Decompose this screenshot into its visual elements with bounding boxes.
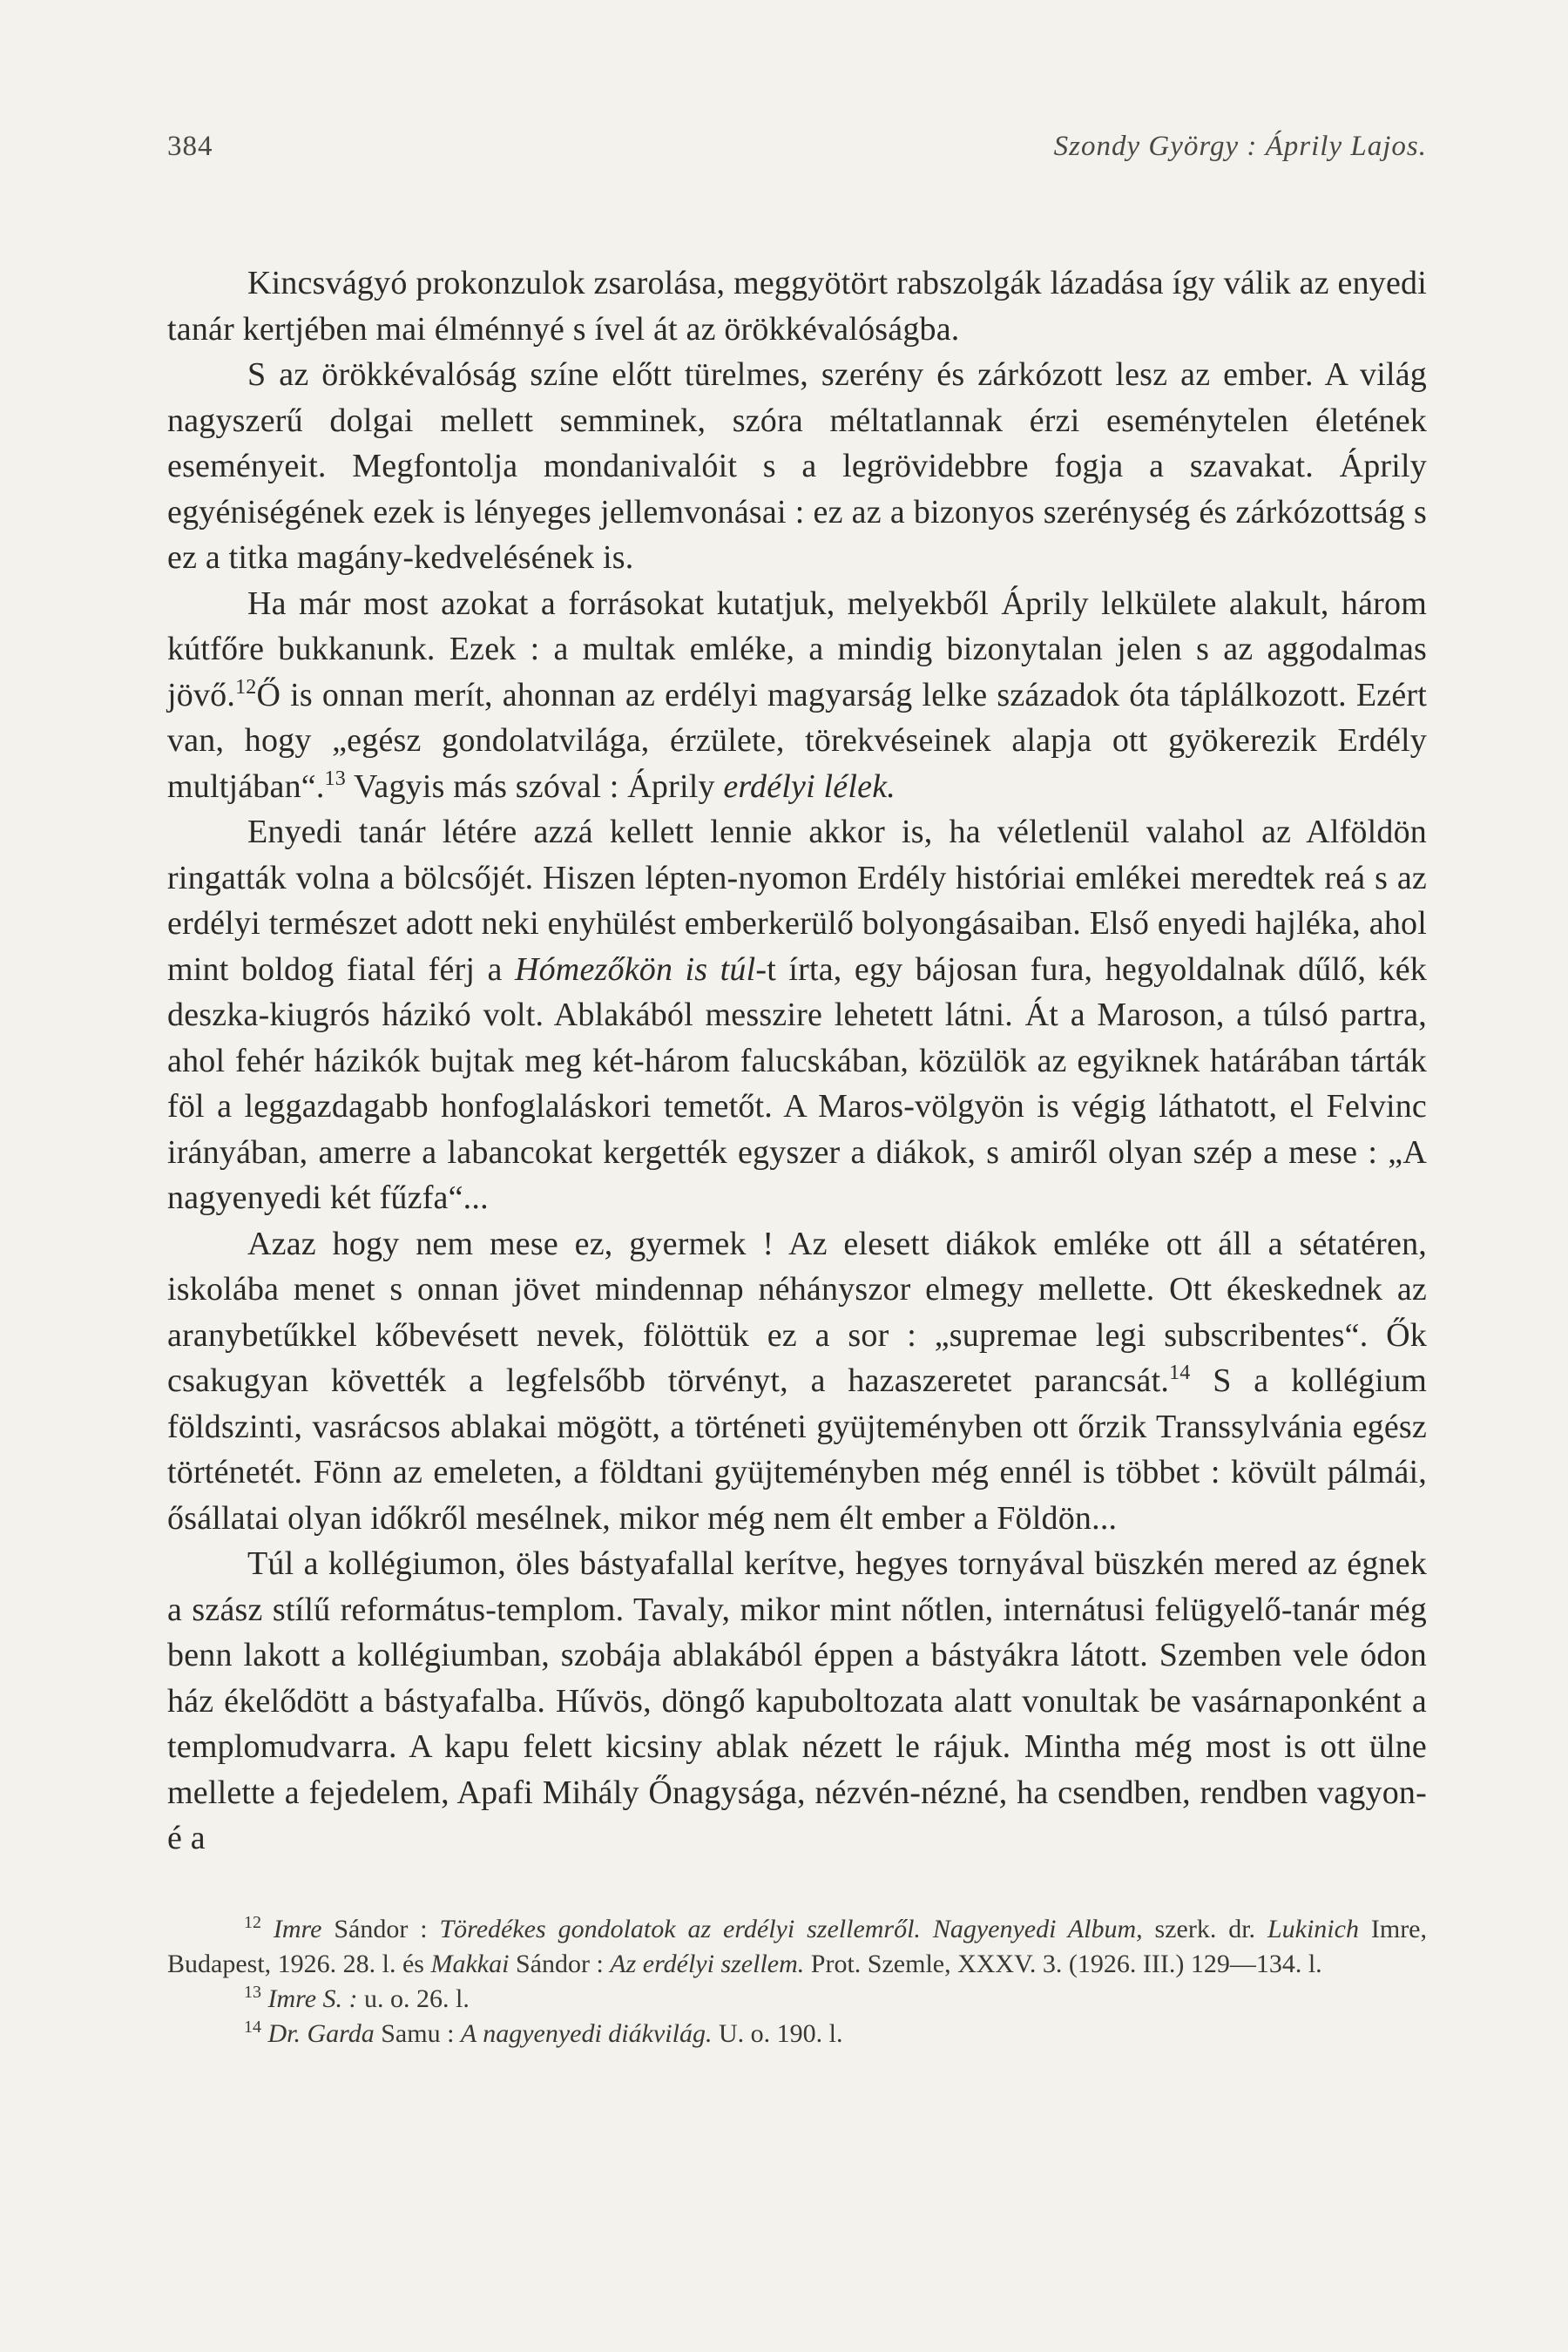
footnote-text: Samu : [374, 2018, 461, 2048]
footnote-ref-12: 12 [235, 675, 257, 699]
footnote-13 [167, 1982, 1427, 2017]
paragraph-5 [167, 1221, 1427, 1542]
footnote-number: 13 [244, 1982, 261, 2002]
body-text [167, 260, 1427, 1862]
page-number: 384 [167, 131, 213, 162]
book-page [167, 131, 1427, 2051]
paragraph-1: Kincsvágyó prokonzulok zsarolása, meggyötört rabszolgák lázadása így válik az enyedi tanár kertjében mai élménnyé s ível át az örökkévalóságba. [167, 265, 1427, 348]
footnote-text: Prot. Szemle, XXXV. 3. (1926. III.) 129—134. l. [804, 1949, 1322, 1978]
paragraph-5-text-b: S a kollégium földszinti, vasrácsos ablakai mögött, a történeti gyüjteményben ott őrzik Transsylvánia egész történetét. Fönn az emeleten, a földtani gyüjteményben még ennél is többet : kövült pálmái, ősállatai olyan időkről mesélnek, mikor még nem élt ember a Földön... [167, 1362, 1427, 1537]
paragraph-2: S az örökkévalóság színe előtt türelmes, szerény és zárkózott lesz az ember. A világ nagyszerű dolgai mellett semminek, szóra méltatlannak érzi eseménytelen életének eseményeit. Megfontolja mondanivalóit s a legrövidebbre fogja a szavakat. Áprily egyéniségének ezek is lényeges jellemvonásai : ez az a bizonyos szerénység és zárkózottság s ez a titka magány-kedvelésének is. [167, 356, 1427, 576]
footnote-text: szerk. dr. [1142, 1914, 1267, 1943]
footnote-number: 12 [244, 1912, 261, 1932]
footnote-text: u. o. 26. l. [357, 1984, 470, 2013]
paragraph-3-text-a: Ha már most azokat a forrásokat kutatjuk, melyekből Áprily lelkülete alakult, három kútfőre bukkanunk. Ezek : a multak emléke, a mindig bizonytalan jelen s az aggodalmas jövő. [167, 585, 1427, 713]
footnote-number: 14 [244, 2017, 261, 2037]
running-title: Szondy György : Áprily Lajos. [1053, 131, 1427, 162]
footnote-author: Dr. Garda [267, 2018, 375, 2048]
footnote-12 [167, 1912, 1427, 1982]
footnote-author: Makkai [430, 1949, 510, 1978]
paragraph-4-text-a: Enyedi tanár létére azzá kellett lennie akkor is, ha véletlenül valahol az Alföldön ringatták volna a bölcsőjét. Hiszen lépten-nyomon Erdély históriai emlékei meredtek reá s az erdélyi természet adott neki enyhülést emberkerülő bolyongásaiban. Első enyedi hajléka, ahol mint boldog fiatal férj a [167, 814, 1427, 988]
paragraph-4 [167, 809, 1427, 1221]
footnote-text: Sándor : [509, 1949, 611, 1978]
paragraph-5-text-a: Azaz hogy nem mese ez, gyermek ! Az elesett diákok emléke ott áll a sétatéren, iskolába menet s onnan jövet mindennap néhányszor elmegy mellette. Ott ékeskednek az aranybetűkkel kőbevésett nevek, fölöttük ez a sor : „supremae legi subscribentes“. Ők csakugyan követték a legfelsőbb törvényt, a hazaszeretet parancsát. [167, 1225, 1427, 1399]
paragraph-3-emphasis: erdélyi lélek. [723, 767, 896, 805]
paragraph-3 [167, 581, 1427, 810]
footnote-title: Az erdélyi szellem. [610, 1949, 805, 1978]
footnotes [167, 1912, 1427, 2051]
footnote-14 [167, 2017, 1427, 2051]
paragraph-3-text-b: Ő is onnan merít, ahonnan az erdélyi magyarság lelke századok óta táplálkozott. Ezért van, hogy „egész gondolatvilága, érzülete, törekvéseinek alapja ott gyökerezik Erdély multjában“. [167, 676, 1427, 805]
footnote-author: Imre S. : [267, 1984, 358, 2013]
footnote-author: Imre [273, 1914, 322, 1943]
footnote-text: Sándor : [321, 1914, 440, 1943]
footnote-text: U. o. 190. l. [712, 2018, 843, 2048]
footnote-ref-14: 14 [1169, 1362, 1191, 1384]
paragraph-3-text-c: Vagyis más szóval : Áprily [345, 767, 724, 805]
paragraph-4-emphasis: Hómezőkön is túl [514, 950, 756, 988]
footnote-title: A nagyenyedi diákvilág. [460, 2018, 713, 2048]
paragraph-6: Túl a kollégiumon, öles bástyafallal kerítve, hegyes tornyával büszkén mered az égnek a szász stílű református-templom. Tavaly, mikor mint nőtlen, internátusi felügyelő-tanár még benn lakott a kollégiumban, szobája ablakából éppen a bástyákra látott. Szemben vele ódon ház ékelődött a bástyafalba. Hűvös, döngő kapuboltozata alatt vonultak be vasárnaponként a templomudvarra. A kapu felett kicsiny ablak nézett le rájuk. Mintha még most is ott ülne mellette a fejedelem, Apafi Mihály Őnagysága, nézvén-nézné, ha csendben, rendben vagyon-é a [167, 1545, 1427, 1856]
paragraph-4-text-c: -t írta, egy bájosan fura, hegyoldalnak dűlő, kék deszka-kiugrós házikó volt. Ablakából messzire lehetett látni. Át a Maroson, a túlsó partra, ahol fehér házikók bujtak meg két-három falucskában, közülök az egyiknek határában tárták föl a leggazdagabb honfoglaláskori temetőt. A Maros-völgyön is végig láthatott, el Felvinc irányában, amerre a labancokat kergették egyszer a diákok, s amiről olyan szép a mese : „A nagyenyedi két fűzfa“... [167, 950, 1428, 1216]
footnote-text: Imre, Budapest, 1926. 28. l. és [167, 1914, 1427, 1978]
footnote-title: Töredékes gondolatok az erdélyi szellemről. Nagyenyedi Album, [439, 1914, 1143, 1943]
running-head [167, 131, 1427, 163]
footnote-ref-13: 13 [324, 767, 346, 790]
footnote-author: Lukinich [1267, 1914, 1359, 1943]
